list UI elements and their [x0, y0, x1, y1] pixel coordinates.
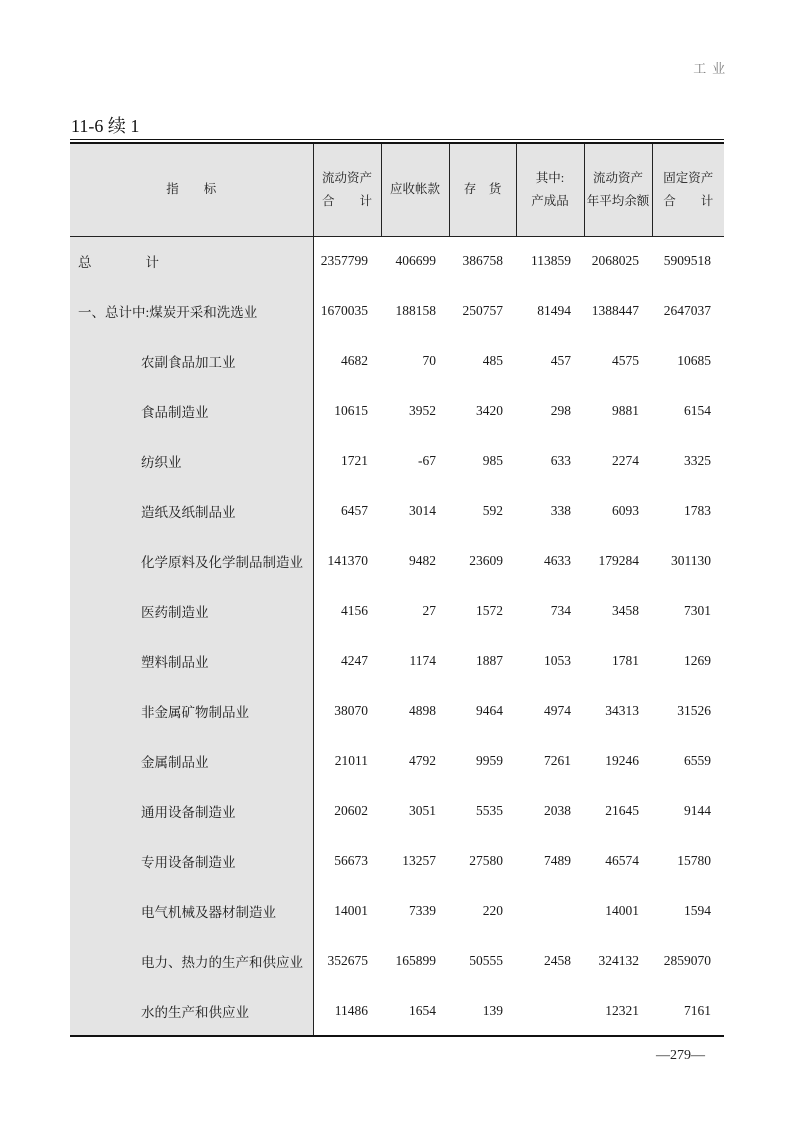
cell-value: 220 [449, 886, 516, 936]
cell-value: 1594 [652, 886, 724, 936]
cell-value: 406699 [381, 236, 449, 286]
table-row [70, 836, 724, 886]
column-header-line: 其中: [535, 170, 565, 185]
column-header-line: 指 标 [166, 182, 217, 197]
running-header: 工业 [693, 61, 731, 76]
cell-value: 324132 [584, 936, 652, 986]
row-label: 专用设备制造业 [70, 836, 313, 886]
cell-value: 1269 [652, 636, 724, 686]
cell-value: 10685 [652, 336, 724, 386]
cell-value: 9144 [652, 786, 724, 836]
cell-value: 50555 [449, 936, 516, 986]
row-label: 纺织业 [70, 436, 313, 486]
statistics-table [70, 142, 724, 1037]
row-label: 医药制造业 [70, 586, 313, 636]
table-row [70, 536, 724, 586]
cell-value: 4156 [313, 586, 381, 636]
cell-value: 2274 [584, 436, 652, 486]
row-label: 水的生产和供应业 [70, 986, 313, 1036]
cell-value: 70 [381, 336, 449, 386]
table-row [70, 436, 724, 486]
cell-value: 7489 [516, 836, 584, 886]
cell-value: 23609 [449, 536, 516, 586]
table-row [70, 886, 724, 936]
cell-value: 38070 [313, 686, 381, 736]
cell-value [516, 886, 584, 936]
table-row [70, 236, 724, 286]
table-row [70, 286, 724, 336]
cell-value: 27580 [449, 836, 516, 886]
cell-value: 4792 [381, 736, 449, 786]
cell-value: 179284 [584, 536, 652, 586]
cell-value: 352675 [313, 936, 381, 986]
column-header-line: 应收帐款 [389, 182, 440, 197]
cell-value: 2647037 [652, 286, 724, 336]
table-row [70, 586, 724, 636]
row-label: 电气机械及器材制造业 [70, 886, 313, 936]
cell-value: 4633 [516, 536, 584, 586]
cell-value: 7301 [652, 586, 724, 636]
row-label: 一、总计中:煤炭开采和洗选业 [70, 286, 313, 336]
row-label: 通用设备制造业 [70, 786, 313, 836]
cell-value: 34313 [584, 686, 652, 736]
cell-value: 5909518 [652, 236, 724, 286]
cell-value: 4898 [381, 686, 449, 736]
column-header-line: 产成品 [531, 193, 569, 208]
table-row [70, 686, 724, 736]
cell-value: 1670035 [313, 286, 381, 336]
cell-value: 6093 [584, 486, 652, 536]
row-label: 食品制造业 [70, 386, 313, 436]
cell-value: 2357799 [313, 236, 381, 286]
cell-value: 3051 [381, 786, 449, 836]
cell-value: 386758 [449, 236, 516, 286]
cell-value: 1572 [449, 586, 516, 636]
cell-value: 31526 [652, 686, 724, 736]
column-header-line: 存 货 [463, 182, 502, 197]
column-header-line: 合 计 [663, 193, 714, 208]
cell-value: 3420 [449, 386, 516, 436]
column-header-line: 固定资产 [663, 170, 714, 185]
table-body [70, 236, 724, 1036]
column-header-line: 年平均余额 [586, 193, 650, 208]
cell-value: 6154 [652, 386, 724, 436]
column-header [449, 143, 516, 236]
cell-value: 457 [516, 336, 584, 386]
cell-value: 113859 [516, 236, 584, 286]
cell-value: 1721 [313, 436, 381, 486]
table-row [70, 636, 724, 686]
cell-value: 5535 [449, 786, 516, 836]
column-header [584, 143, 652, 236]
table-row [70, 936, 724, 986]
row-label: 造纸及纸制品业 [70, 486, 313, 536]
cell-value: 46574 [584, 836, 652, 886]
page-number: —279— [656, 1048, 705, 1063]
column-header [381, 143, 449, 236]
cell-value: 985 [449, 436, 516, 486]
cell-value: 1781 [584, 636, 652, 686]
cell-value: 592 [449, 486, 516, 536]
cell-value: 4247 [313, 636, 381, 686]
cell-value: 1654 [381, 986, 449, 1036]
cell-value: 3952 [381, 386, 449, 436]
cell-value: 81494 [516, 286, 584, 336]
column-header [313, 143, 381, 236]
cell-value [516, 986, 584, 1036]
column-header-line: 流动资产 [321, 170, 372, 185]
cell-value: 11486 [313, 986, 381, 1036]
cell-value: 13257 [381, 836, 449, 886]
cell-value: 3325 [652, 436, 724, 486]
cell-value: 3014 [381, 486, 449, 536]
header-row [70, 143, 724, 236]
cell-value: 301130 [652, 536, 724, 586]
cell-value: 2038 [516, 786, 584, 836]
cell-value: 1783 [652, 486, 724, 536]
cell-value: 6457 [313, 486, 381, 536]
cell-value: 2859070 [652, 936, 724, 986]
table-row [70, 736, 724, 786]
cell-value: 188158 [381, 286, 449, 336]
cell-value: 485 [449, 336, 516, 386]
column-header [516, 143, 584, 236]
cell-value: 7161 [652, 986, 724, 1036]
cell-value: 1388447 [584, 286, 652, 336]
cell-value: 2458 [516, 936, 584, 986]
table-row [70, 386, 724, 436]
statistics-table-wrapper [70, 139, 724, 1037]
cell-value: 2068025 [584, 236, 652, 286]
row-label: 电力、热力的生产和供应业 [70, 936, 313, 986]
cell-value: 15780 [652, 836, 724, 886]
column-header [652, 143, 724, 236]
cell-value: 20602 [313, 786, 381, 836]
cell-value: 7339 [381, 886, 449, 936]
cell-value: 165899 [381, 936, 449, 986]
cell-value: 298 [516, 386, 584, 436]
cell-value: 10615 [313, 386, 381, 436]
row-label: 塑料制品业 [70, 636, 313, 686]
cell-value: 19246 [584, 736, 652, 786]
cell-value: 56673 [313, 836, 381, 886]
cell-value: 4682 [313, 336, 381, 386]
cell-value: 139 [449, 986, 516, 1036]
cell-value: 734 [516, 586, 584, 636]
row-label: 化学原料及化学制品制造业 [70, 536, 313, 586]
cell-value: 14001 [584, 886, 652, 936]
cell-value: 1174 [381, 636, 449, 686]
cell-value: 27 [381, 586, 449, 636]
column-header-line: 合 计 [321, 193, 372, 208]
cell-value: 141370 [313, 536, 381, 586]
table-row [70, 786, 724, 836]
cell-value: 633 [516, 436, 584, 486]
cell-value: 3458 [584, 586, 652, 636]
cell-value: 9482 [381, 536, 449, 586]
table-row [70, 986, 724, 1036]
cell-value: 12321 [584, 986, 652, 1036]
cell-value: 4575 [584, 336, 652, 386]
table-title: 11-6 续 1 [71, 116, 140, 136]
cell-value: 9959 [449, 736, 516, 786]
row-label: 非金属矿物制品业 [70, 686, 313, 736]
table-row [70, 336, 724, 386]
cell-value: 9881 [584, 386, 652, 436]
row-label: 农副食品加工业 [70, 336, 313, 386]
cell-value: 6559 [652, 736, 724, 786]
cell-value: 21011 [313, 736, 381, 786]
cell-value: 1887 [449, 636, 516, 686]
cell-value: 1053 [516, 636, 584, 686]
column-header [70, 143, 313, 236]
cell-value: 21645 [584, 786, 652, 836]
cell-value: 250757 [449, 286, 516, 336]
column-header-line: 流动资产 [592, 170, 643, 185]
cell-value: 4974 [516, 686, 584, 736]
row-label: 金属制品业 [70, 736, 313, 786]
cell-value: 9464 [449, 686, 516, 736]
cell-value: 14001 [313, 886, 381, 936]
row-label: 总 计 [70, 236, 313, 286]
cell-value: 7261 [516, 736, 584, 786]
cell-value: 338 [516, 486, 584, 536]
table-row [70, 486, 724, 536]
cell-value: -67 [381, 436, 449, 486]
